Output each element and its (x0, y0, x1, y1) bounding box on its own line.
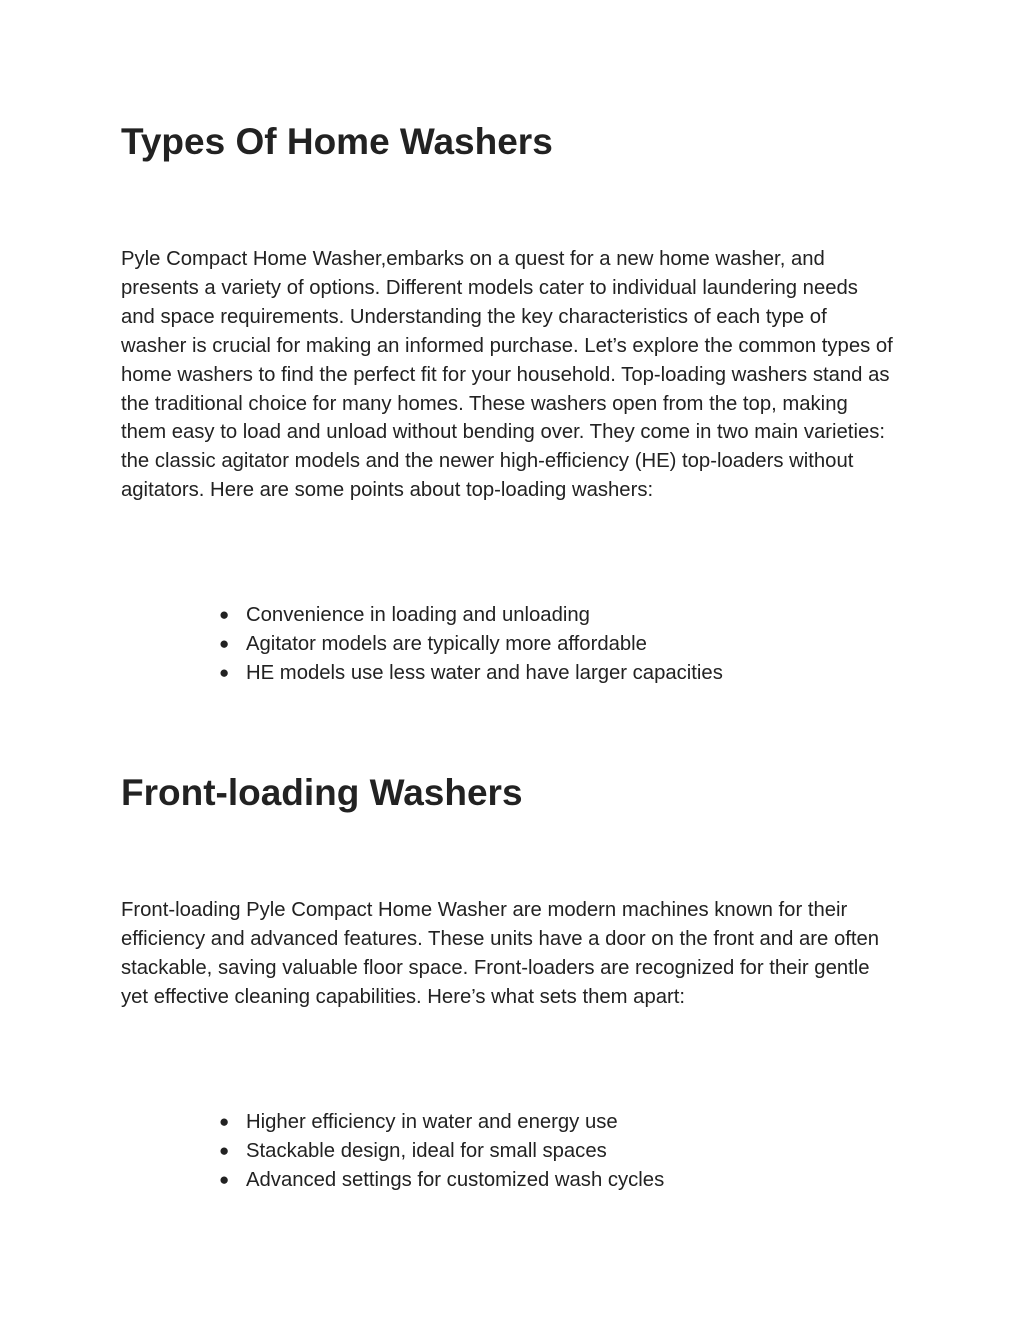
bullet-icon: ● (219, 1112, 230, 1131)
list-item (121, 1137, 664, 1166)
bullet-icon: ● (219, 633, 230, 653)
section-heading: Front-loading Washers (121, 772, 523, 813)
list-item-text: Agitator models are typically more affordable (246, 632, 647, 655)
section-heading: Types Of Home Washers (121, 121, 553, 162)
list-item-text: Stackable design, ideal for small spaces (246, 1139, 607, 1162)
list-item (121, 659, 723, 688)
bullet-icon: ● (219, 662, 230, 682)
section-paragraph: Front-loading Pyle Compact Home Washer are modern machines known for their efficiency and advanced features. These units have a door on the front and are often stackable, saving valuable floor space. Front-loaders are recognized for their gentle yet effective cleaning capabilities. Here’s what sets them apart: (121, 899, 880, 1008)
section-paragraph: Pyle Compact Home Washer,embarks on a quest for a new home washer, and presents a variety of options. Different models cater to individual laundering needs and space requirements. Understanding the key characteristics of each type of washer is crucial for making an informed purchase. Let’s explore the common types of home washers to find the perfect fit for your household. Top-loading washers stand as the traditional choice for many homes. These washers open from the top, making them easy to load and unload without bending over. They come in two main varieties: the classic agitator models and the newer high-efficiency (HE) top-loaders without agitators. Here are some points about top-loading washers: (121, 248, 893, 502)
list-item (121, 1108, 664, 1137)
bullet-list (121, 1108, 664, 1195)
list-item (121, 601, 723, 630)
list-item-text: Higher efficiency in water and energy use (246, 1111, 618, 1133)
bullet-icon: ● (219, 605, 230, 624)
list-item-text: Advanced settings for customized wash cycles (246, 1168, 665, 1191)
bullet-icon: ● (219, 1169, 230, 1189)
bullet-icon: ● (219, 1140, 230, 1160)
list-item (121, 630, 723, 659)
list-item-text: Convenience in loading and unloading (246, 604, 590, 626)
bullet-list (121, 601, 723, 688)
list-item-text: HE models use less water and have larger capacities (246, 661, 723, 684)
list-item (121, 1166, 664, 1195)
